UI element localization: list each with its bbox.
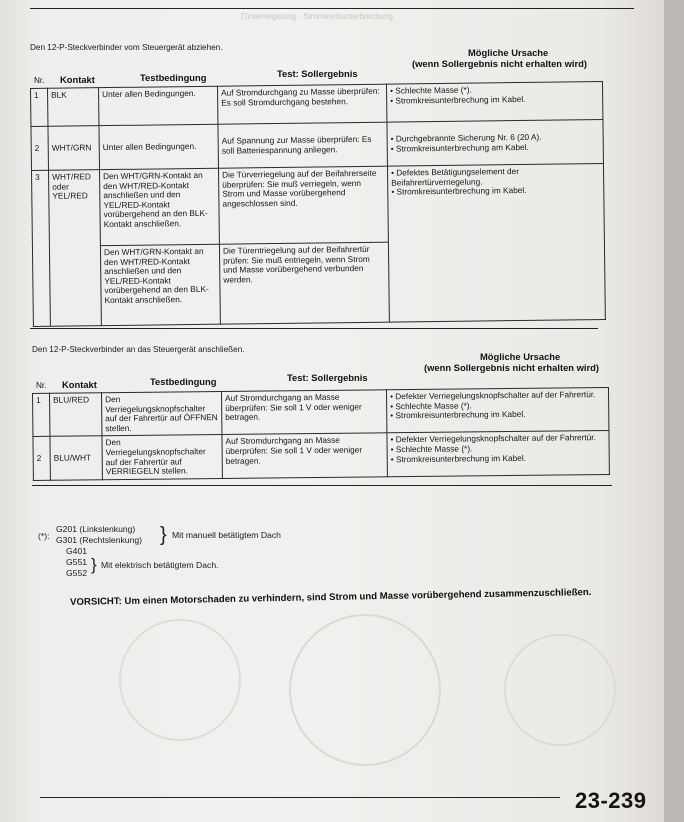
- s1-r1-kontakt: BLK: [48, 88, 99, 127]
- s1-header-nr: Nr.: [34, 76, 45, 85]
- s1-r3-kontakt: WHT/RED oder YEL/RED: [49, 170, 102, 327]
- s2-r1-ursache: • Defekter Verriegelungsknopfschalter auf der Fahrertür. • Schlechte Masse (*). • Stromkreisunterbrechung im Kabel.: [386, 387, 608, 433]
- footnote-electric: Mit elektrisch betätigtem Dach.: [101, 560, 219, 570]
- s2-r2-test: Auf Stromdurchgang an Masse überprüfen: Sie soll 1 V oder weniger betragen.: [222, 433, 387, 478]
- faint-circle: [120, 620, 240, 740]
- s1-r1-nr: 1: [31, 88, 48, 126]
- s2-header-test: Test: Sollergebnis: [287, 372, 368, 383]
- s1-r2-testbedingung: Unter allen Bedingungen.: [99, 124, 219, 169]
- warning-text: VORSICHT: Um einen Motorschaden zu verhindern, sind Strom und Masse vorübergehend zusammenzuschließen.: [70, 586, 592, 608]
- section1-caption: Den 12-P-Steckverbinder vom Steuergerät abziehen.: [30, 43, 223, 52]
- s1-r2-ursache: • Durchgebrannte Sicherung Nr. 6 (20 A). • Stromkreisunterbrechung am Kabel.: [387, 120, 604, 167]
- s1-header-ursache-line1: Mögliche Ursache: [468, 47, 549, 58]
- s2-r2-nr: 2: [33, 437, 50, 481]
- s1-r1-ursache: • Schlechte Masse (*). • Stromkreisunterbrechung im Kabel.: [386, 82, 602, 123]
- footnote-g551: G551: [66, 557, 88, 567]
- s1-header-testbedingung: Testbedingung: [140, 72, 207, 83]
- faint-circle: [505, 635, 615, 745]
- s2-header-nr: Nr.: [36, 381, 47, 390]
- s1-r3-test: Die Türverriegelung auf der Beifahrerseite überprüfen: Sie muß verriegeln, wenn Strom und Masse vorübergehend angeschlossen sind.: [218, 166, 388, 244]
- footnote-manual: Mit manuell betätigtem Dach: [172, 530, 281, 540]
- s2-r2-testbedingung: Den Verriegelungsknopfschalter auf der Fahrertür auf VERRIEGELN stellen.: [102, 435, 222, 480]
- s1-r3b-test: Die Türentriegelung auf der Beifahrertür prüfen: Sie muß entriegeln, wenn Strom und Masse vorübergehend verbunden werden.: [219, 242, 389, 324]
- s2-r1-kontakt: BLU/RED: [50, 393, 102, 437]
- footnote-g401: G401: [66, 546, 88, 556]
- page-number: 23-239: [575, 788, 647, 813]
- footnote-g552: G552: [66, 568, 88, 578]
- footnote-star: (*):: [38, 531, 50, 541]
- s1-r3-testbedingung: Den WHT/GRN-Kontakt an den WHT/RED-Kontakt anschließen und den YEL/RED-Kontakt vorübergehend an den BLK-Kontakt anschließen.: [100, 168, 220, 245]
- s1-header-test: Test: Sollergebnis: [277, 68, 358, 79]
- s1-r3-ursache: • Defektes Betätigungselement der Beifahrertürverriegelung. • Stromkreisunterbrechung im Kabel.: [387, 163, 605, 322]
- bottom-rule: [40, 797, 560, 798]
- footnote-g201: G201 (Linkslenkung): [56, 524, 136, 534]
- brace-electric: }: [91, 555, 97, 574]
- s2-r1-testbedingung: Den Verriegelungsknopfschalter auf der Fahrertür auf ÖFFNEN stellen.: [102, 392, 222, 437]
- s1-r1-testbedingung: Unter allen Bedingungen.: [99, 86, 218, 125]
- s1-header-kontakt: Kontakt: [60, 74, 95, 85]
- faint-circle: [290, 615, 440, 765]
- brace-manual: }: [160, 524, 167, 546]
- s2-header-testbedingung: Testbedingung: [150, 376, 217, 387]
- s1-r2-nr: 2: [31, 126, 49, 170]
- s1-r1-test: Auf Stromdurchgang zu Masse überprüfen: Es soll Stromdurchgang bestehen.: [217, 84, 386, 124]
- s2-header-ursache-line1: Mögliche Ursache: [480, 351, 561, 362]
- s2-header-ursache-line2: (wenn Sollergebnis nicht erhalten wird): [424, 362, 600, 373]
- s2-r1-test: Auf Stromdurchgang an Masse überprüfen: Sie soll 1 V oder weniger betragen.: [221, 390, 386, 435]
- s1-r3-nr: 3: [32, 170, 51, 326]
- footnote-g301: G301 (Rechtslenkung): [56, 535, 142, 545]
- top-faint-text: Türverriegelung - Stromkreisunterbrechung: [240, 12, 393, 21]
- s2-r2-ursache: • Defekter Verriegelungsknopfschalter auf der Fahrertür. • Schlechte Masse (*). • Stromkreisunterbrechung im Kabel.: [387, 431, 609, 477]
- s2-r1-nr: 1: [33, 393, 50, 437]
- section2-caption: Den 12-P-Steckverbinder an das Steuergerät anschließen.: [32, 345, 245, 354]
- s2-header-kontakt: Kontakt: [62, 379, 97, 390]
- s1-r3b-testbedingung: Den WHT/GRN-Kontakt an den WHT/RED-Kontakt anschließen und den YEL/RED-Kontakt vorübergehend an den BLK-Kontakt anschließen.: [100, 244, 220, 325]
- s2-r2-kontakt: BLU/WHT: [50, 436, 102, 480]
- s1-header-ursache-line2: (wenn Sollergebnis nicht erhalten wird): [412, 58, 588, 69]
- s1-r2-kontakt: WHT/GRN: [48, 126, 100, 171]
- s1-r2-test: Auf Spannung zur Masse überprüfen: Es soll Batteriespannung anliegen.: [218, 122, 388, 168]
